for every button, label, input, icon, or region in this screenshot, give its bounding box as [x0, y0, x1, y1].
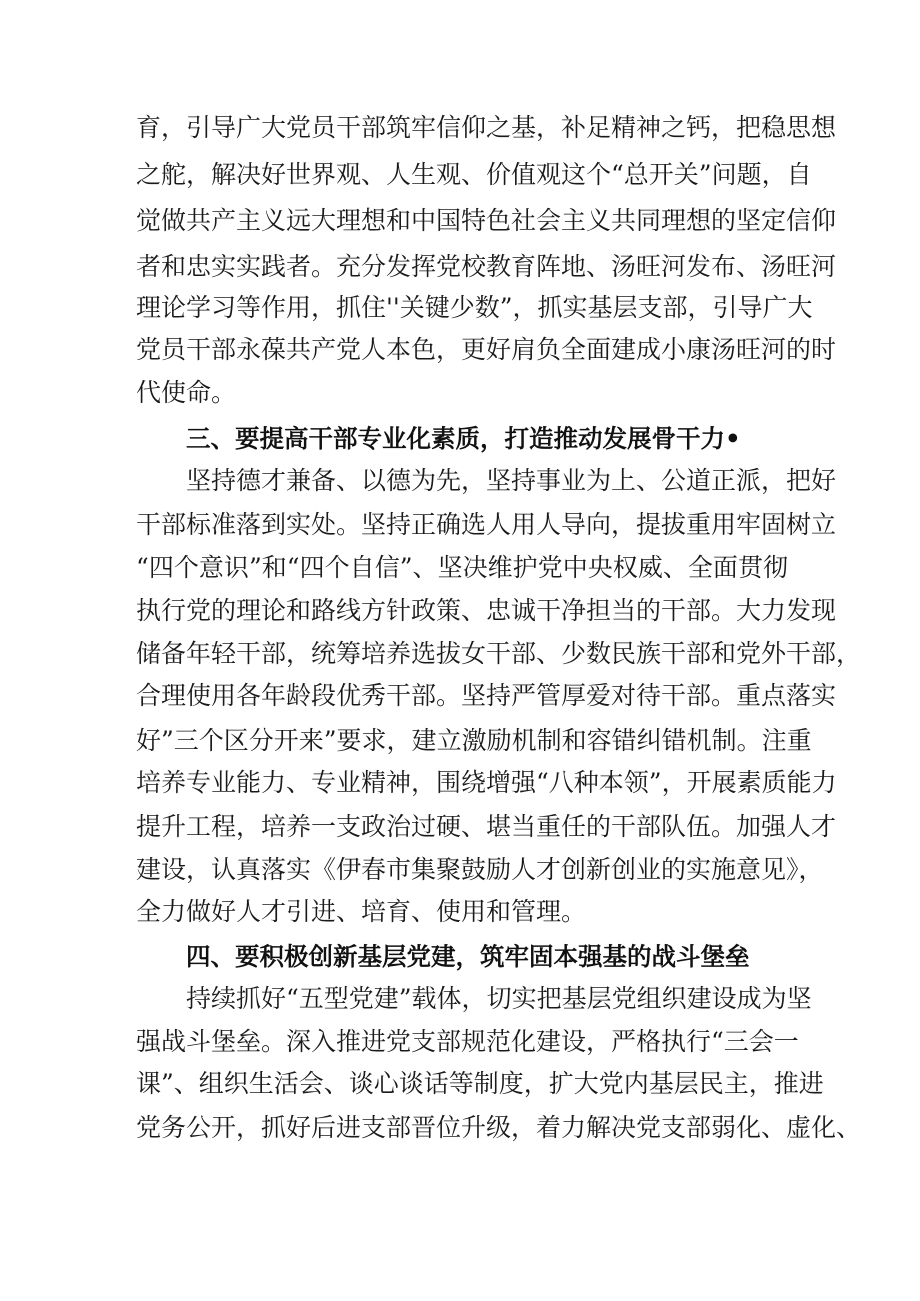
- section-heading: 四、要积极创新基层党建，筑牢固本强基的战斗堡垒: [186, 942, 750, 971]
- section-heading: 三、要提高干部专业化素质，打造推动发展骨干力•: [186, 424, 741, 453]
- paragraph-line: 党员干部永葆共产党人本色，更好肩负全面建成小康汤旺河的时: [136, 335, 837, 364]
- paragraph-line: 党务公开，抓好后进支部晋位升级，着力解决党支部弱化、虚化、: [136, 1113, 862, 1142]
- paragraph-line: 育，引导广大党员干部筑牢信仰之基，补足精神之钙，把稳思想: [136, 113, 837, 142]
- paragraph-line: 建设，认真落实《伊春市集聚鼓励人才创新创业的实施意见》，: [136, 855, 824, 884]
- paragraph-line: 执行党的理论和路线方针政策、忠诚干净担当的干部。大力发现: [136, 596, 837, 625]
- paragraph-line: 代使命。: [136, 378, 237, 407]
- paragraph-line: 坚持德才兼备、以德为先，坚持事业为上、公道正派，把好: [186, 466, 837, 495]
- paragraph-line: 干部标准落到实处。坚持正确选人用人导向，提拔重用牢固树立: [136, 510, 837, 539]
- paragraph-line: 课”、组织生活会、谈心谈话等制度，扩大党内基层民主，推进: [136, 1069, 824, 1098]
- paragraph-line: 合理使用各年龄段优秀干部。坚持严管厚爱对待干部。重点落实: [136, 681, 837, 710]
- paragraph-line: 之舵，解决好世界观、人生观、价值观这个“总开关”问题，自: [136, 160, 812, 189]
- paragraph-line: “四个意识”和“四个自信”、坚决维护党中央权威、全面贯彻: [136, 553, 788, 582]
- paragraph-line: 储备年轻干部，统筹培养选拔女干部、少数民族干部和党外干部，: [136, 639, 862, 668]
- paragraph-line: 强战斗堡垒。深入推进党支部规范化建设，严格执行“三会一: [136, 1027, 799, 1056]
- paragraph-line: 好”三个区分开来”要求，建立激励机制和容错纠错机制。注重: [136, 726, 812, 755]
- paragraph-line: 持续抓好“五型党建”载体，切实把基层党组织建设成为坚: [186, 984, 812, 1013]
- paragraph-line: 者和忠实实践者。充分发挥党校教育阵地、汤旺河发布、汤旺河: [136, 252, 837, 281]
- paragraph-line: 觉做共产主义远大理想和中国特色社会主义共同理想的坚定信仰: [136, 206, 837, 235]
- paragraph-line: 培养专业能力、专业精神，围绕增强“八种本领”，开展素质能力: [136, 768, 837, 797]
- paragraph-line: 理论学习等作用，抓住''关键少数”，抓实基层支部，引导广大: [136, 293, 813, 322]
- paragraph-line: 全力做好人才引进、培育、使用和管理。: [136, 897, 587, 926]
- paragraph-line: 提升工程，培养一支政治过硬、堪当重任的干部队伍。加强人才: [136, 812, 837, 841]
